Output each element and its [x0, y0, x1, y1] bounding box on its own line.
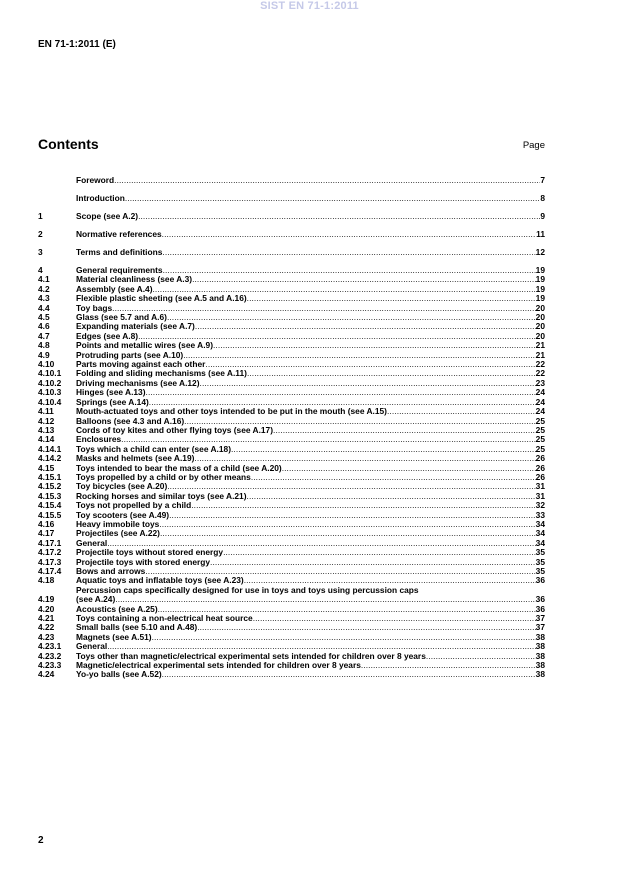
toc-entry-page: 19 — [535, 284, 545, 294]
toc-entry-number: 4.17.2 — [38, 547, 62, 558]
toc-dot-leader — [387, 407, 536, 416]
toc-entry-page: 35 — [535, 557, 545, 567]
toc-entry-number: 4.15 — [38, 462, 55, 473]
toc-entry-title: Glass (see 5.7 and A.6) — [76, 313, 167, 323]
toc-entry-title: Toy scooters (see A.49) — [76, 510, 170, 520]
toc-entry-number: 4.17.1 — [38, 537, 62, 548]
toc-entry[interactable] — [38, 642, 545, 651]
toc-dot-leader — [194, 454, 535, 463]
toc-entry[interactable] — [38, 614, 545, 623]
toc-entry-number: 4.17.4 — [38, 566, 62, 576]
toc-dot-leader — [191, 501, 535, 510]
toc-entry-page: 26 — [535, 454, 545, 464]
toc-dot-leader — [167, 482, 535, 491]
toc-entry-title: Toys containing a non-electrical heat source — [76, 614, 253, 624]
toc-entry-title: Parts moving against each other — [76, 360, 206, 370]
contents-heading: Contents — [38, 136, 99, 152]
toc-entry-number: 4.23.3 — [38, 660, 62, 671]
toc-entry[interactable] — [38, 661, 545, 670]
toc-dot-leader — [167, 313, 536, 322]
toc-entry-page: 22 — [535, 369, 545, 379]
toc-entry-number: 4.15.3 — [38, 490, 62, 501]
toc-dot-leader — [121, 435, 536, 444]
toc-entry[interactable] — [38, 454, 545, 463]
toc-entry-number: 4.18 — [38, 575, 55, 586]
toc-dot-leader — [247, 492, 536, 501]
toc-dot-leader — [282, 464, 536, 473]
toc-entry[interactable] — [38, 341, 545, 350]
toc-entry-title: Small balls (see 5.10 and A.48) — [76, 623, 198, 633]
toc-entry[interactable] — [38, 398, 545, 407]
toc-entry[interactable] — [38, 586, 545, 605]
toc-entry-title: Flexible plastic sheeting (see A.5 and A.16) — [76, 294, 247, 304]
toc-dot-leader — [149, 398, 536, 407]
toc-entry-title: General — [76, 538, 108, 548]
toc-dot-leader — [426, 652, 536, 661]
toc-entry[interactable] — [38, 464, 545, 473]
toc-entry-number: 3 — [38, 247, 43, 257]
toc-dot-leader — [152, 633, 536, 642]
toc-entry[interactable] — [38, 567, 545, 576]
toc-entry-title: Toys propelled by a child or by other means — [76, 472, 251, 482]
toc-entry[interactable] — [38, 623, 545, 632]
toc-entry-page: 23 — [535, 378, 545, 388]
toc-entry[interactable] — [38, 212, 545, 221]
toc-dot-leader — [153, 285, 536, 294]
toc-dot-leader — [138, 332, 536, 341]
toc-entry[interactable] — [38, 304, 545, 313]
toc-entry-page: 34 — [535, 519, 545, 529]
toc-entry-page: 8 — [540, 194, 545, 203]
toc-entry-page: 38 — [535, 661, 545, 671]
toc-dot-leader — [107, 642, 535, 651]
toc-dot-leader — [162, 230, 536, 239]
toc-dot-leader — [231, 445, 536, 454]
toc-entry-number: 4.15.4 — [38, 500, 62, 511]
toc-entry-title: Expanding materials (see A.7) — [76, 322, 195, 332]
toc-dot-leader — [361, 661, 536, 670]
page-column-label: Page — [522, 140, 545, 151]
toc-entry-page: 20 — [535, 303, 545, 313]
toc-entry-number: 2 — [38, 229, 43, 239]
toc-dot-leader — [160, 529, 536, 538]
toc-entry[interactable] — [38, 379, 545, 388]
toc-entry-title: Normative references — [76, 230, 162, 239]
watermark: SIST EN 71-1:2011 — [260, 0, 359, 12]
toc-entry-page: 9 — [540, 212, 545, 221]
toc-dot-leader — [169, 511, 536, 520]
toc-dot-leader — [251, 473, 536, 482]
toc-entry[interactable] — [38, 520, 545, 529]
toc-entry-number: 4.24 — [38, 669, 55, 680]
toc-entry-number: 4.10.3 — [38, 387, 62, 398]
toc-entry[interactable] — [38, 285, 545, 294]
toc-entry-page: 37 — [535, 623, 545, 633]
toc-entry-page: 20 — [535, 313, 545, 323]
toc-entry[interactable] — [38, 501, 545, 510]
toc-dot-leader — [273, 426, 536, 435]
toc-entry-number: 4.10.1 — [38, 368, 62, 379]
toc-dot-leader — [146, 388, 536, 397]
toc-entry[interactable] — [38, 558, 545, 567]
toc-dot-leader — [197, 623, 535, 632]
toc-entry-number: 4.23 — [38, 631, 55, 642]
toc-entry-number: 4.17.3 — [38, 556, 62, 567]
toc-entry[interactable] — [38, 426, 545, 435]
toc-entry-page: 24 — [535, 397, 545, 407]
toc-entry-page: 7 — [540, 176, 545, 185]
toc-entry-page: 38 — [535, 632, 545, 642]
toc-entry-number: 4.7 — [38, 330, 50, 341]
toc-entry-number: 4.15.2 — [38, 481, 62, 492]
toc-entry-number: 4.1 — [38, 274, 50, 285]
toc-entry[interactable] — [38, 351, 545, 360]
toc-entry-title: Masks and helmets (see A.19) — [76, 454, 195, 464]
toc-entry[interactable] — [38, 670, 545, 679]
toc-entry-page: 19 — [535, 294, 545, 304]
toc-entry-title: Hinges (see A.13) — [76, 388, 146, 398]
toc-entry[interactable] — [38, 417, 545, 426]
toc-entry-page: 25 — [535, 416, 545, 426]
toc-entry[interactable] — [38, 633, 545, 642]
toc-dot-leader — [162, 670, 536, 679]
toc-entry[interactable] — [38, 445, 545, 454]
toc-entry[interactable] — [38, 248, 545, 257]
toc-entry-page: 36 — [535, 595, 545, 605]
toc-entry[interactable] — [38, 473, 545, 482]
toc-entry-page: 25 — [535, 425, 545, 435]
toc-entry[interactable] — [38, 511, 545, 520]
toc-dot-leader — [205, 360, 535, 369]
toc-entry-page: 38 — [535, 642, 545, 652]
toc-entry-title: Projectile toys with stored energy — [76, 557, 211, 567]
toc-dot-leader — [192, 275, 536, 284]
toc-entry-title: Mouth-actuated toys and other toys intended to be put in the mouth (see A.15) — [76, 407, 387, 417]
toc-entry-title: General requirements — [76, 266, 163, 275]
toc-entry-page: 38 — [535, 670, 545, 680]
toc-entry-title: Folding and sliding mechanisms (see A.11) — [76, 369, 247, 379]
toc-entry-number: 4.6 — [38, 321, 50, 332]
toc-entry-number: 4.5 — [38, 312, 50, 323]
toc-entry-title: Scope (see A.2) — [76, 212, 139, 221]
toc-entry[interactable] — [38, 652, 545, 661]
toc-entry-title: Protruding parts (see A.10) — [76, 350, 184, 360]
toc-dot-leader — [159, 520, 535, 529]
toc-entry-title: Toys which a child can enter (see A.18) — [76, 444, 231, 454]
toc-entry-number: 4.10 — [38, 359, 55, 370]
toc-entry[interactable] — [38, 369, 545, 378]
toc-entry-title: Driving mechanisms (see A.12) — [76, 378, 200, 388]
toc-entry-number: 4.20 — [38, 603, 55, 614]
toc-entry[interactable] — [38, 407, 545, 416]
toc-dot-leader — [253, 614, 536, 623]
toc-entry[interactable] — [38, 539, 545, 548]
toc-entry-number: 4.13 — [38, 424, 55, 435]
toc-entry-title: General — [76, 642, 108, 652]
toc-entry-page: 34 — [535, 538, 545, 548]
toc-dot-leader — [244, 576, 536, 585]
toc-entry-number: 4.14.2 — [38, 453, 62, 464]
toc-dot-leader — [183, 351, 535, 360]
toc-entry-title: Springs (see A.14) — [76, 397, 149, 407]
toc-entry[interactable] — [38, 322, 545, 331]
toc-entry-page: 20 — [535, 331, 545, 341]
toc-dot-leader — [114, 176, 540, 185]
toc-entry-number: 4.2 — [38, 283, 50, 294]
toc-dot-leader — [247, 369, 536, 378]
toc-entry[interactable] — [38, 576, 545, 585]
toc-dot-leader — [200, 379, 536, 388]
toc-dot-leader — [158, 605, 536, 614]
toc-entry-page: 32 — [535, 501, 545, 511]
toc-entry-page: 36 — [535, 576, 545, 586]
toc-entry-page: 31 — [535, 482, 545, 492]
toc-entry-number: 4.3 — [38, 293, 50, 304]
toc-entry-title: Assembly (see A.4) — [76, 284, 153, 294]
toc-entry[interactable] — [38, 548, 545, 557]
toc-entry-page: 24 — [535, 388, 545, 398]
toc-entry-number: 4.14.1 — [38, 443, 62, 454]
toc-dot-leader — [223, 548, 536, 557]
toc-dot-leader — [107, 539, 535, 548]
toc-dot-leader — [195, 322, 536, 331]
toc-entry-page: 20 — [535, 322, 545, 332]
toc-entry-number: 4.17 — [38, 528, 55, 539]
toc-entry-number: 1 — [38, 211, 43, 221]
toc-entry-page: 21 — [535, 350, 545, 360]
toc-entry[interactable] — [38, 605, 545, 614]
toc-entry-number: 4.8 — [38, 340, 50, 351]
toc-entry[interactable] — [38, 194, 545, 203]
toc-entry-title: Aquatic toys and inflatable toys (see A.23) — [76, 576, 244, 586]
toc-entry-number: 4.11 — [38, 406, 54, 417]
toc-entry-page: 19 — [535, 266, 545, 275]
toc-entry-page: 38 — [535, 651, 545, 661]
toc-entry-page: 22 — [535, 360, 545, 370]
toc-entry-page: 34 — [535, 529, 545, 539]
toc-entry-page: 11 — [536, 230, 545, 239]
toc-entry-page: 12 — [535, 248, 545, 257]
toc-entry-title: Projectile toys without stored energy — [76, 548, 224, 558]
toc-entry-page: 35 — [535, 567, 545, 576]
toc-entry[interactable] — [38, 332, 545, 341]
toc-entry-page: 25 — [535, 435, 545, 445]
toc-entry-page: 36 — [535, 604, 545, 614]
toc-dot-leader — [163, 266, 536, 275]
toc-entry-number: 4.23.1 — [38, 641, 62, 652]
toc-entry-page: 24 — [535, 407, 545, 417]
toc-entry-title: Rocking horses and similar toys (see A.21) — [76, 491, 247, 501]
toc-entry-number: 4.14 — [38, 434, 55, 445]
toc-entry-page: 19 — [535, 275, 545, 285]
toc-entry-title: Projectiles (see A.22) — [76, 529, 160, 539]
toc-entry-title: Acoustics (see A.25) — [76, 604, 158, 614]
toc-entry-number: 4 — [38, 265, 43, 275]
toc-entry-number: 4.16 — [38, 518, 55, 529]
toc-entry-title: Magnets (see A.51) — [76, 632, 152, 642]
toc-entry-title: Points and metallic wires (see A.9) — [76, 341, 213, 351]
toc-entry[interactable] — [38, 294, 545, 303]
toc-entry-page: 21 — [535, 341, 545, 351]
toc-entry-title: Percussion caps specifically designed for use in toys and toys using percussion caps — [76, 585, 419, 595]
toc-entry-page: 37 — [535, 614, 545, 624]
toc-entry[interactable] — [38, 492, 545, 501]
toc-entry-number: 4.15.1 — [38, 471, 62, 482]
toc-entry-number: 4.10.4 — [38, 396, 62, 407]
toc-entry-title: Foreword — [76, 176, 115, 185]
toc-entry-title: Yo-yo balls (see A.52) — [76, 670, 162, 680]
toc-entry-title: Introduction — [76, 194, 125, 203]
toc-entry-title: Balloons (see 4.3 and A.16) — [76, 416, 185, 426]
toc-entry-page: 25 — [535, 444, 545, 454]
toc-dot-leader — [138, 212, 540, 221]
document-id: EN 71-1:2011 (E) — [38, 39, 116, 50]
toc-entry[interactable] — [38, 435, 545, 444]
toc-entry-page: 26 — [535, 472, 545, 482]
toc-entry-number: 4.22 — [38, 622, 55, 633]
toc-entry[interactable] — [38, 313, 545, 322]
toc-entry-number: 4.9 — [38, 349, 50, 360]
toc-dot-leader — [162, 248, 535, 257]
toc-entry-number: 4.23.2 — [38, 650, 62, 661]
toc-entry[interactable] — [38, 275, 545, 284]
toc-entry-title: Material cleanliness (see A.3) — [76, 275, 193, 285]
toc-entry-number: 4.12 — [38, 415, 55, 426]
toc-entry-title: Magnetic/electrical experimental sets intended for children over 8 years — [76, 661, 361, 671]
toc-entry-title: Cords of toy kites and other flying toys (see A.17) — [76, 425, 274, 435]
toc-entry-number: 4.21 — [38, 613, 55, 624]
toc-entry-title: Toys not propelled by a child — [76, 501, 192, 511]
toc-dot-leader — [184, 417, 536, 426]
toc-entry-title: Terms and definitions — [76, 248, 163, 257]
page-number: 2 — [38, 835, 44, 846]
toc-dot-leader — [112, 304, 536, 313]
toc-entry-title: (see A.24) — [76, 595, 116, 605]
toc-dot-leader — [145, 567, 535, 576]
toc-dot-leader — [125, 194, 540, 203]
toc-entry[interactable] — [38, 230, 545, 239]
toc-dot-leader — [210, 558, 536, 567]
toc-entry-title: Toy bicycles (see A.20) — [76, 482, 168, 492]
toc-entry-title: Heavy immobile toys — [76, 519, 160, 529]
toc-entry[interactable] — [38, 388, 545, 397]
toc-entry[interactable] — [38, 360, 545, 369]
toc-entry-title: Toys intended to bear the mass of a child (see A.20) — [76, 463, 282, 473]
toc-entry[interactable] — [38, 529, 545, 538]
toc-entry[interactable] — [38, 176, 545, 185]
toc-entry-page: 33 — [535, 510, 545, 520]
toc-entry-page: 31 — [535, 491, 545, 501]
table-of-contents — [38, 176, 545, 680]
toc-entry-number: 4.15.5 — [38, 509, 62, 520]
toc-entry-page: 26 — [535, 463, 545, 473]
toc-entry[interactable] — [38, 482, 545, 491]
toc-entry-number: 4.19 — [38, 594, 55, 605]
toc-entry[interactable] — [38, 266, 545, 275]
toc-entry-title: Toys other than magnetic/electrical experimental sets intended for children over 8 years — [76, 651, 426, 661]
toc-entry-title: Enclosures — [76, 435, 122, 445]
toc-entry-title: Bows and arrows — [76, 567, 146, 576]
toc-entry-title: Toy bags — [76, 303, 113, 313]
toc-dot-leader — [213, 341, 536, 350]
toc-dot-leader — [115, 595, 535, 604]
toc-entry-number: 4.10.2 — [38, 377, 62, 388]
toc-dot-leader — [247, 294, 536, 303]
toc-entry-number: 4.4 — [38, 302, 50, 313]
toc-entry-page: 35 — [535, 548, 545, 558]
toc-entry-title: Edges (see A.8) — [76, 331, 139, 341]
